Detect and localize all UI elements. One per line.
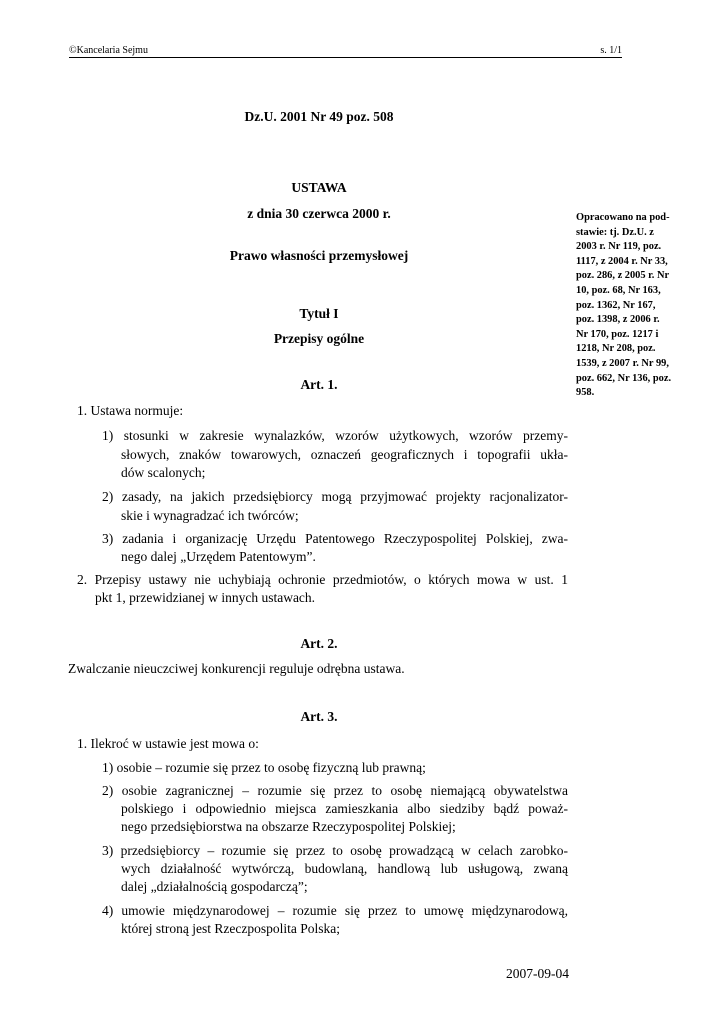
- side-note-line: 958.: [576, 387, 595, 399]
- art2-text: Zwalczanie nieuczciwej konkurencji reguluje odrębna ustawa.: [68, 661, 405, 676]
- art1-item1-line3: dów scalonych;: [121, 465, 206, 480]
- art3-item3-line2: wych działalność wytwórczą, budowlaną, handlową lub usługową, zwaną: [121, 861, 568, 876]
- side-note-line: 1539, z 2007 r. Nr 99,: [576, 357, 669, 369]
- art3-item3-line1: 3) przedsiębiorcy – rozumie się przez to osobę prowadzącą w celach zarobko-: [102, 843, 568, 858]
- art1-item2-line1: 2) zasady, na jakich przedsiębiorcy mogą przyjmować projekty racjonalizator-: [102, 489, 568, 504]
- art1-item2-line2: skie i wynagradzać ich twórców;: [121, 508, 299, 523]
- side-note-line: poz. 1398, z 2006 r.: [576, 314, 660, 326]
- art3-item2-line2: polskiego i odpowiednio miejsca zamieszkania albo siedziby bądź poważ-: [121, 801, 568, 816]
- act-date: z dnia 30 czerwca 2000 r.: [247, 206, 391, 221]
- art1-para2-line1: 2. Przepisy ustawy nie uchybiają ochronie przedmiotów, o których mowa w ust. 1: [77, 572, 568, 587]
- title-number: Tytuł I: [299, 306, 339, 321]
- art2-heading: Art. 2.: [300, 636, 338, 651]
- art3-para1: 1. Ilekroć w ustawie jest mowa o:: [77, 736, 259, 751]
- act-title: Prawo własności przemysłowej: [229, 248, 409, 263]
- header-rule: [69, 57, 622, 58]
- art1-para1: 1. Ustawa normuje:: [77, 403, 184, 418]
- side-note-line: stawie: tj. Dz.U. z: [576, 226, 654, 238]
- header-source: ©Kancelaria Sejmu: [69, 45, 148, 56]
- footer-date: 2007-09-04: [506, 966, 569, 981]
- side-note-line: 1117, z 2004 r. Nr 33,: [576, 255, 668, 267]
- art3-item2-line3: nego przedsiębiorstwa na obszarze Rzeczypospolitej Polskiej;: [121, 819, 456, 834]
- side-note-line: 1218, Nr 208, poz.: [576, 343, 656, 355]
- side-note-line: poz. 1362, Nr 167,: [576, 299, 656, 311]
- header-page-number: s. 1/1: [600, 45, 622, 56]
- art1-item1-line1: 1) stosunki w zakresie wynalazków, wzorów użytkowych, wzorów przemy-: [102, 428, 568, 443]
- art3-item2-line1: 2) osobie zagranicznej – rozumie się przez to osobę niemającą obywatelstwa: [102, 783, 568, 798]
- act-type: USTAWA: [291, 180, 347, 195]
- side-note-line: poz. 662, Nr 136, poz.: [576, 372, 672, 384]
- art1-item3-line1: 3) zadania i organizację Urzędu Patentowego Rzeczypospolitej Polskiej, zwa-: [102, 531, 568, 546]
- side-note-line: 2003 r. Nr 119, poz.: [576, 241, 662, 253]
- art3-item3-line3: dalej „działalnością gospodarczą”;: [121, 879, 308, 894]
- art1-item3-line2: nego dalej „Urzędem Patentowym”.: [121, 549, 316, 564]
- side-note-line: 10, poz. 68, Nr 163,: [576, 284, 661, 296]
- art3-item1: 1) osobie – rozumie się przez to osobę fizyczną lub prawną;: [102, 760, 426, 775]
- art1-heading: Art. 1.: [300, 377, 338, 392]
- art1-item1-line2: słowych, znaków towarowych, oznaczeń geograficznych i topografii ukła-: [121, 447, 568, 462]
- side-note: [576, 211, 694, 401]
- side-note-line: Nr 170, poz. 1217 i: [576, 328, 659, 340]
- side-note-line: poz. 286, z 2005 r. Nr: [576, 270, 670, 282]
- title-name: Przepisy ogólne: [273, 331, 365, 346]
- art3-heading: Art. 3.: [300, 709, 338, 724]
- art3-item4-line1: 4) umowie międzynarodowej – rozumie się przez to umowę międzynarodową,: [102, 903, 568, 918]
- art3-item4-line2: której stroną jest Rzeczpospolita Polska;: [121, 921, 340, 936]
- side-note-line: Opracowano na pod-: [576, 212, 670, 223]
- publication-reference: Dz.U. 2001 Nr 49 poz. 508: [244, 109, 394, 124]
- art1-para2-line2: pkt 1, przewidzianej w innych ustawach.: [95, 590, 316, 605]
